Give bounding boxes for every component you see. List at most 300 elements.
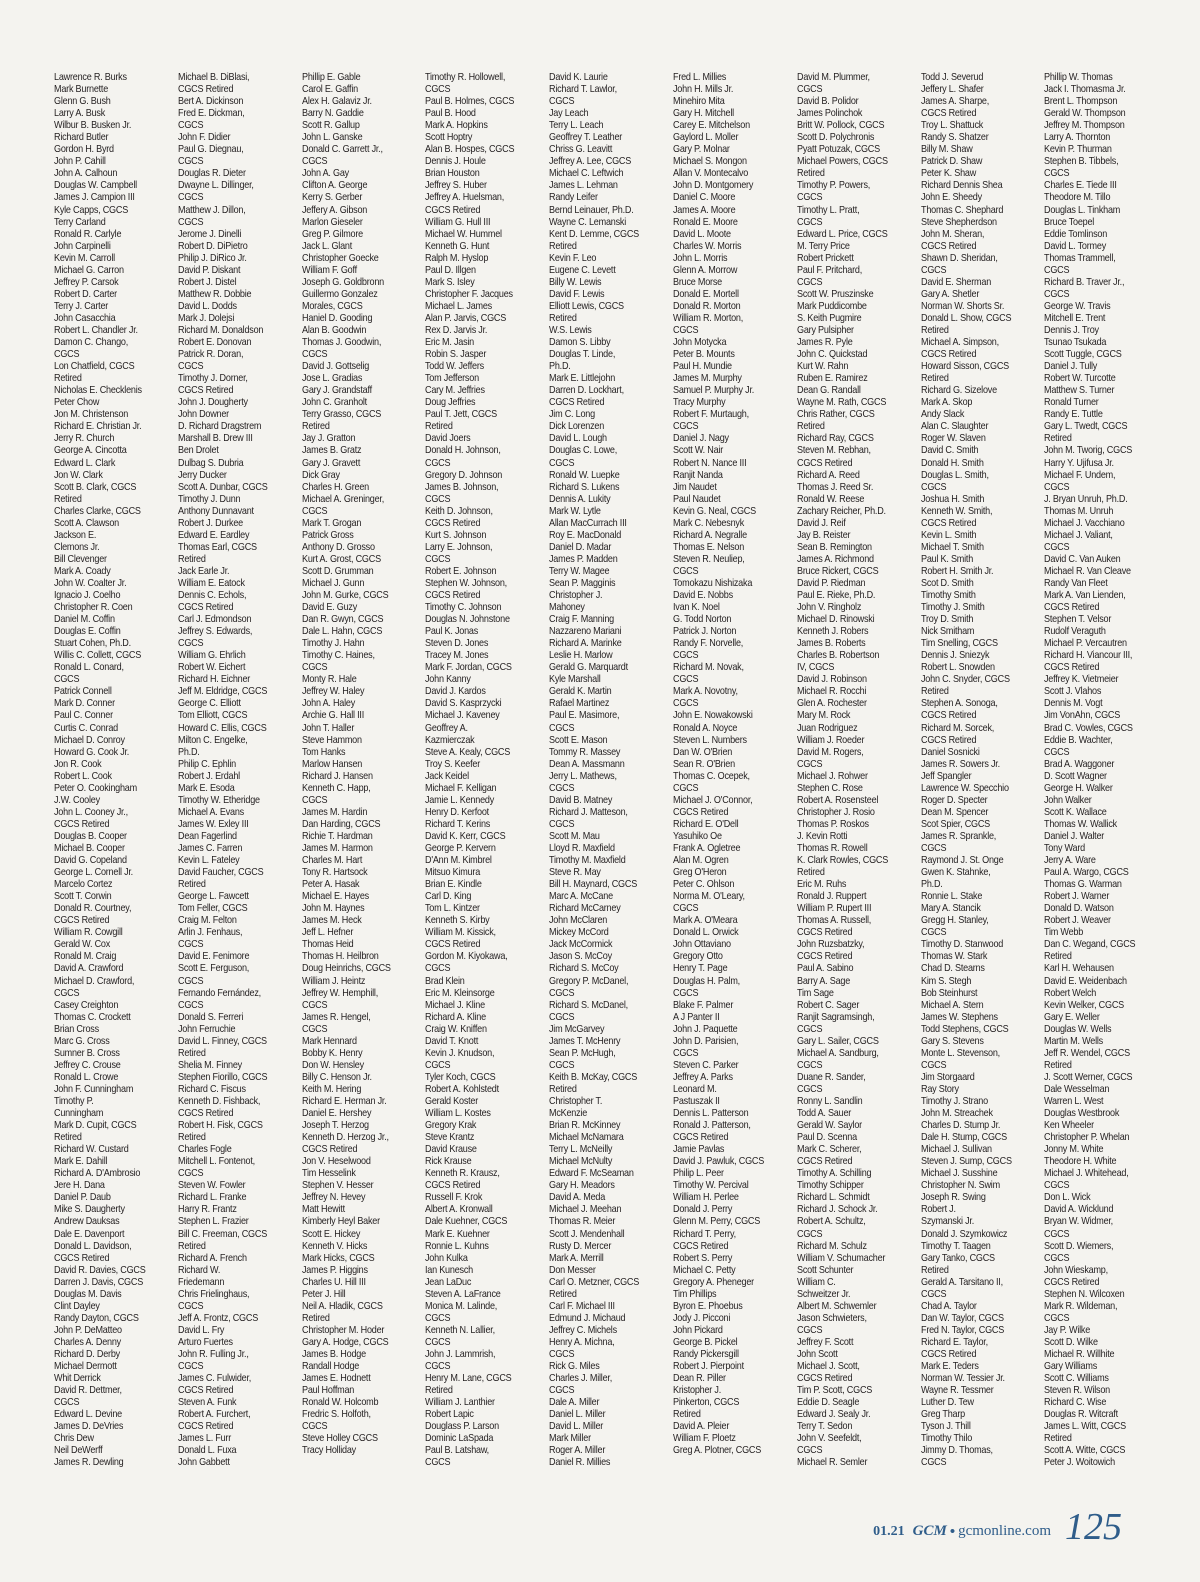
member-name-entry: CGCS Retired (920, 108, 976, 120)
member-name-entry: Wilbur B. Busken Jr. (54, 120, 132, 132)
member-name-entry: CGCS (796, 1324, 823, 1336)
member-name-entry: CGCS (1044, 541, 1070, 553)
member-name-entry: Thomas W. Stark (920, 951, 987, 963)
member-name-entry: Carl D. King (425, 891, 472, 903)
member-name-entry: CGCS (672, 674, 699, 686)
member-name-entry: Scott W. Nair (672, 445, 723, 457)
member-name-entry: CGCS (796, 758, 823, 770)
member-name-entry: Dennis M. Vogt (1044, 698, 1103, 710)
member-name-entry: David E. Weidenbach (1044, 975, 1128, 987)
member-name-entry: Michael R. Willhite (1044, 1348, 1115, 1360)
member-name-entry: James W. Stephens (920, 1011, 998, 1023)
member-name-entry: Timothy J. Dorner, (177, 373, 248, 385)
member-name-entry: Marc A. McCane (549, 891, 614, 903)
member-name-entry: Mark Hennard (301, 1035, 357, 1047)
member-name-entry: James M. Hardin (301, 806, 367, 818)
member-name-entry: Carol E. Gaffin (301, 84, 358, 96)
member-name-entry: Dale E. Davenport (54, 1228, 125, 1240)
member-name-entry: CGCS (796, 1445, 823, 1457)
member-name-entry: Retired (920, 686, 949, 698)
member-name-entry: Jack I. Thomasma Jr. (1044, 84, 1126, 96)
member-name-entry: S. Keith Pugmire (796, 312, 862, 324)
member-name-entry: Scott K. Wallace (1044, 806, 1107, 818)
member-name-entry: Retired (920, 373, 949, 385)
member-name-entry: Retired (54, 493, 82, 505)
member-name-entry: CGCS (425, 1059, 451, 1071)
member-name-entry: Martin M. Wells (1044, 1035, 1104, 1047)
member-name-entry: CGCS (672, 987, 699, 999)
member-name-entry: Robert F. Murtaugh, (672, 409, 749, 421)
member-name-entry: CGCS Retired (920, 710, 976, 722)
member-name-entry: Michael A. Greninger, (301, 493, 384, 505)
member-name-entry: John L. Cooney Jr., (54, 806, 128, 818)
member-name-entry: CGCS (549, 1059, 575, 1071)
member-name-entry: Damon C. Chango, (54, 337, 129, 349)
member-name-entry: Charles M. Hart (301, 855, 362, 867)
member-name-entry: Jeffrey K. Vietmeier (1044, 674, 1119, 686)
member-name-entry: Scott J. Vlahos (1044, 686, 1102, 698)
member-name-entry: Tyson J. Thill (920, 1421, 971, 1433)
member-name-entry: Edward L. Price, CGCS (796, 228, 888, 240)
member-name-entry: Kevin J. Knudson, (425, 1047, 495, 1059)
member-name-entry: James C. Fulwider, (177, 1373, 251, 1385)
magazine-name: GCM (912, 1523, 947, 1539)
member-name-entry: CGCS (1044, 1180, 1070, 1192)
member-name-entry: Christopher F. Jacques (425, 288, 514, 300)
member-name-entry: Douglas N. Johnstone (425, 614, 511, 626)
member-name-entry: Rick G. Miles (549, 1361, 600, 1373)
member-name-entry: Mark R. Wildeman, (1044, 1300, 1118, 1312)
member-name-entry: Dan C. Wegand, CGCS (1044, 939, 1136, 951)
member-name-entry: Ronald W. Holcomb (301, 1397, 378, 1409)
member-name-entry: Henry T. Page (672, 963, 728, 975)
member-name-entry: Richard S. McCoy (549, 963, 619, 975)
member-name-entry: Paul K. Jonas (425, 626, 479, 638)
member-name-entry: Terry T. Sedon (796, 1421, 852, 1433)
member-name-entry: CGCS (301, 349, 327, 361)
member-name-entry: Troy L. Shattuck (920, 120, 983, 132)
member-name-entry: CGCS Retired (54, 818, 110, 830)
member-name-entry: Arturo Fuertes (177, 1336, 233, 1348)
member-name-entry: J.W. Cooley (54, 794, 100, 806)
member-name-entry: Troy S. Keefer (425, 758, 481, 770)
member-name-entry: Randy Leifer (549, 192, 598, 204)
member-name-entry: James R. Sowers Jr. (920, 758, 1000, 770)
member-name-entry: Craig M. Felton (177, 915, 237, 927)
member-name-entry: Edmund J. Michaud (549, 1312, 626, 1324)
member-name-entry: Patrick Connell (54, 686, 112, 698)
member-name-entry: Thomas R. Meier (549, 1216, 616, 1228)
member-name-entry: J. Scott Werner, CGCS (1044, 1071, 1133, 1083)
member-name-entry: Tom L. Kintzer (425, 903, 481, 915)
member-name-entry: John T. Haller (301, 722, 354, 734)
member-name-entry: James A. Richmond (796, 553, 874, 565)
member-name-entry: Scott E. Ferguson, (177, 963, 249, 975)
member-name-entry: John A. Haley (301, 698, 355, 710)
member-name-entry: CGCS (425, 1457, 451, 1469)
member-name-entry: Steven M. Rebhan, (796, 445, 871, 457)
member-name-entry: Paul T. Jett, CGCS (425, 409, 498, 421)
member-name-entry: Donald R. Courtney, (54, 903, 132, 915)
member-name-entry: Ronny L. Sandlin (796, 1095, 863, 1107)
member-name-entry: William G. Hull III (425, 216, 491, 228)
member-name-entry: Stephen W. Johnson, (425, 577, 508, 589)
member-name-entry: Richard A. Reed (796, 469, 860, 481)
member-name-entry: CGCS Retired (177, 602, 234, 614)
member-name-entry: Alan M. Ogren (672, 855, 729, 867)
member-name-entry: Gerald K. Martin (549, 686, 612, 698)
member-name-entry: Jeff M. Eldridge, CGCS (177, 686, 267, 698)
member-name-entry: Bruce Morse (672, 276, 722, 288)
member-name-entry: Daniel C. Moore (672, 192, 736, 204)
member-name-entry: Douglas L. Smith, (920, 469, 989, 481)
member-name-entry: Richard W. Custard (54, 1144, 129, 1156)
member-name-entry: Peter A. Hasak (301, 879, 359, 891)
member-name-entry: Timothy T. Taagen (920, 1240, 991, 1252)
member-name-entry: Terry Carland (54, 216, 106, 228)
member-name-entry: Douglass P. Larson (425, 1421, 500, 1433)
member-name-entry: Robert D. Carter (54, 288, 117, 300)
member-name-entry: Charles Clarke, CGCS (54, 505, 141, 517)
member-name-entry: George H. Walker (1044, 782, 1114, 794)
member-name-entry: Alan B. Hospes, CGCS (425, 144, 515, 156)
member-name-entry: Tracy Holliday (301, 1445, 356, 1457)
member-name-entry: Jeffrey F. Scott (796, 1336, 854, 1348)
member-name-entry: David J. Robinson (796, 674, 867, 686)
member-name-entry: Donald J. Szymkowicz (920, 1228, 1007, 1240)
member-name-entry: Kyle Capps, CGCS (54, 204, 129, 216)
member-name-entry: Ronald J. Ruppert (796, 891, 867, 903)
member-name-entry: CGCS (425, 1336, 451, 1348)
member-name-entry: Mitchell L. Fontenot, (177, 1156, 255, 1168)
member-name-entry: M. Terry Price (796, 240, 850, 252)
member-name-entry: CGCS (177, 1168, 204, 1180)
member-name-entry: John D. Parisien, (672, 1035, 739, 1047)
member-name-entry: Shelia M. Finney (177, 1059, 242, 1071)
member-name-entry: John J. Paquette (672, 1023, 738, 1035)
member-name-entry: Charles D. Stump Jr. (920, 1120, 1000, 1132)
member-name-entry: Schweitzer Jr. (796, 1288, 851, 1300)
member-name-entry: Tom Jefferson (425, 373, 480, 385)
member-name-entry: Greg Tharp (920, 1409, 965, 1421)
member-name-entry: Bill Clevenger (54, 553, 107, 565)
member-name-entry: Harry R. Frantz (177, 1204, 237, 1216)
member-name-entry: Brian Houston (425, 168, 480, 180)
member-name-entry: Kim S. Stegh (920, 975, 971, 987)
member-name-entry: Paul E. Rieke, Ph.D. (796, 590, 875, 602)
member-name-entry: Douglas W. Campbell (54, 180, 137, 192)
member-name-entry: Timothy W. Etheridge (177, 794, 260, 806)
member-name-entry: George L. Fawcett (177, 891, 249, 903)
member-name-entry: CGCS (672, 782, 699, 794)
member-name-entry: David J. Reif (796, 517, 846, 529)
member-name-entry: Scot Spier, CGCS (920, 818, 990, 830)
member-name-entry: Bill C. Freeman, CGCS (177, 1228, 267, 1240)
member-name-entry: Peter Chow (54, 397, 100, 409)
member-name-entry: Carl F. Michael III (549, 1300, 616, 1312)
member-name-entry: J. Kevin Rotti (796, 830, 848, 842)
member-name-entry: Scott E. Hickey (301, 1228, 360, 1240)
member-name-entry: Jerry L. Mathews, (549, 770, 617, 782)
member-name-entry: Casey Creighton (54, 999, 119, 1011)
member-name-entry: James L. Witt, CGCS (1044, 1421, 1127, 1433)
member-name-entry: Thomas Trammell, (1044, 252, 1116, 264)
member-name-entry: Geoffrey T. Leather (549, 132, 623, 144)
member-name-entry: CGCS (920, 1288, 946, 1300)
member-name-entry: Keith B. McKay, CGCS (549, 1071, 638, 1083)
member-name-entry: Scott D. Grumman (301, 565, 374, 577)
member-name-entry: Timothy M. Maxfield (549, 855, 626, 867)
member-name-entry: Don W. Hensley (301, 1059, 364, 1071)
member-name-entry: Ronald E. Moore (672, 216, 738, 228)
member-name-entry: Jerry A. Ware (1044, 855, 1097, 867)
member-name-entry: Edward E. Eardley (177, 529, 250, 541)
member-name-entry: James E. Hodnett (301, 1373, 371, 1385)
member-name-entry: Dennis J. Troy (1044, 324, 1100, 336)
member-name-entry: Albert M. Schwemler (796, 1300, 877, 1312)
member-name-entry: Michael J. Kaveney (425, 710, 501, 722)
member-name-entry: James W. Exley III (177, 818, 249, 830)
member-name-entry: Robert D. DiPietro (177, 240, 248, 252)
member-name-entry: John R. Fulling Jr., (177, 1348, 249, 1360)
member-name-entry: CGCS (177, 975, 204, 987)
member-name-entry: Mark J. Dolejsi (177, 312, 234, 324)
member-name-entry: John J. Lammrish, (425, 1348, 496, 1360)
member-name-entry: Daniel D. Madar (549, 541, 612, 553)
member-name-entry: Mahoney (549, 602, 585, 614)
member-name-entry: Jay P. Wilke (1044, 1324, 1091, 1336)
member-name-entry: William F. Goff (301, 264, 357, 276)
member-name-entry: Ph.D. (920, 879, 943, 891)
member-name-entry: Dan W. Taylor, CGCS (920, 1312, 1004, 1324)
member-name-entry: Fernando Fernández, (177, 987, 261, 999)
member-name-entry: Marlon Gieseler (301, 216, 363, 228)
member-name-entry: Geoffrey A. (425, 722, 469, 734)
member-name-entry: Curtis C. Conrad (54, 722, 118, 734)
member-name-entry: Carl O. Metzner, CGCS (549, 1276, 640, 1288)
member-name-entry: Timothy L. Pratt, (796, 204, 860, 216)
member-name-entry: Todd A. Sauer (796, 1108, 851, 1120)
member-name-entry: Nicholas E. Checklenis (54, 385, 142, 397)
name-column-5 (549, 72, 658, 1482)
member-name-entry: Richard J. Matteson, (549, 806, 628, 818)
member-name-entry: Christopher J. (549, 590, 603, 602)
member-name-entry: Tim Phillips (672, 1288, 717, 1300)
member-name-entry: Jon R. Cook (54, 758, 102, 770)
member-name-entry: Phillip W. Thomas (1044, 72, 1113, 83)
member-name-entry: Christopher J. Rosio (796, 806, 875, 818)
member-name-entry: Daniel J. Nagy (672, 433, 729, 445)
member-name-entry: Marcelo Cortez (54, 879, 113, 891)
member-name-entry: Michael A. Evans (177, 806, 244, 818)
member-name-entry: Jim McGarvey (549, 1023, 605, 1035)
member-name-entry: Dean R. Piller (672, 1373, 726, 1385)
member-name-entry: Scott D. Wiemers, (1044, 1240, 1114, 1252)
member-name-entry: Retired (1044, 433, 1073, 445)
member-name-entry: William L. Kostes (425, 1108, 492, 1120)
member-name-entry: Robert J. (920, 1204, 956, 1216)
member-name-entry: Kenneth G. Hunt (425, 240, 490, 252)
member-name-entry: John C. Granholt (301, 397, 367, 409)
member-name-entry: Larry A. Busk (54, 108, 106, 120)
member-name-entry: Duane R. Sander, (796, 1071, 866, 1083)
member-name-entry: CGCS (796, 1059, 823, 1071)
member-name-entry: Brad A. Waggoner (1044, 758, 1115, 770)
member-name-entry: Robert Prickett (796, 252, 854, 264)
member-name-entry: CGCS (672, 565, 699, 577)
member-name-entry: Paul E. Masimore, (549, 710, 620, 722)
member-name-entry: Henry M. Lane, CGCS (425, 1373, 512, 1385)
member-name-entry: Dan Harding, CGCS (301, 818, 380, 830)
member-name-entry: Tim Snelling, CGCS (920, 638, 998, 650)
member-name-entry: David K. Kerr, CGCS (425, 830, 506, 842)
member-name-entry: Gerald A. Tarsitano II, (920, 1276, 1003, 1288)
member-name-entry: David B. Matney (549, 794, 613, 806)
member-name-entry: John V. Seefeldt, (796, 1433, 862, 1445)
member-name-entry: Joseph T. Herzog (301, 1120, 369, 1132)
member-name-entry: Richard H. Eichner (177, 674, 250, 686)
member-name-entry: Edward L. Devine (54, 1409, 123, 1421)
member-name-entry: Alan B. Goodwin (301, 324, 366, 336)
member-name-entry: Jamie L. Kennedy (425, 794, 495, 806)
member-name-entry: David A. Crawford (54, 963, 124, 975)
member-name-entry: Jeff A. Frontz, CGCS (177, 1312, 258, 1324)
member-name-entry: Carey E. Mitchelson (672, 120, 750, 132)
member-name-entry: Andy Slack (920, 409, 964, 421)
member-name-entry: Jim Storgaard (920, 1071, 975, 1083)
member-name-entry: Mike S. Daugherty (54, 1204, 125, 1216)
member-name-entry: Chris Rather, CGCS (796, 409, 875, 421)
member-name-entry: Jeffrey S. Huber (425, 180, 488, 192)
member-name-entry: Gary S. Stevens (920, 1035, 984, 1047)
member-name-entry: Steven W. Fowler (177, 1180, 246, 1192)
member-name-entry: Kevin P. Thurman (1044, 144, 1113, 156)
member-name-entry: Michael J. Gunn (301, 577, 364, 589)
member-name-entry: Allan MacCurrach III (549, 517, 627, 529)
member-name-entry: Steven L. Numbers (672, 734, 747, 746)
member-name-entry: CGCS Retired (1044, 602, 1100, 614)
member-name-entry: Dennis J. Houle (425, 156, 487, 168)
member-name-entry: Daniel J. Walter (1044, 830, 1105, 842)
member-name-entry: CGCS (1044, 746, 1070, 758)
member-name-entry: John C. Snyder, CGCS (920, 674, 1010, 686)
member-name-entry: W.S. Lewis (549, 324, 592, 336)
member-name-entry: Timothy C. Haines, (301, 650, 375, 662)
member-name-entry: Dan W. O'Brien (672, 746, 733, 758)
member-name-entry: Thomas R. Rowell (796, 843, 868, 854)
member-name-entry: Gary J. Gravett (301, 457, 360, 469)
member-name-entry: William G. Ehrlich (177, 650, 246, 662)
member-name-entry: David L. Dodds (177, 300, 237, 312)
member-name-entry: Ranjit Sagramsingh, (796, 1011, 875, 1023)
member-name-entry: Retired (1044, 951, 1073, 963)
member-name-entry: Sean B. Remington (796, 541, 872, 553)
member-name-entry: Thomas C. Shephard (920, 204, 1003, 216)
member-name-entry: Richard McCarney (549, 903, 621, 915)
member-name-entry: Clemons Jr. (54, 541, 100, 553)
member-name-entry: Tom Hanks (301, 746, 345, 758)
member-name-entry: David A. Pleier (672, 1421, 730, 1433)
member-name-entry: William R. Cowgill (54, 927, 123, 939)
member-name-entry: Mark T. Grogan (301, 517, 361, 529)
member-name-entry: Neil DeWerff (54, 1445, 103, 1457)
member-name-entry: Thomas M. Unruh (1044, 505, 1114, 517)
member-name-entry: Philip C. Ephlin (177, 758, 236, 770)
member-name-entry: CGCS Retired (796, 927, 853, 939)
member-name-entry: Jonny M. White (1044, 1144, 1104, 1156)
member-name-entry: CGCS (1044, 264, 1070, 276)
member-name-entry: Paul A. Sabino (796, 963, 854, 975)
member-name-entry: Bob Steinhurst (920, 987, 977, 999)
member-name-entry: CGCS (1044, 288, 1070, 300)
member-name-entry: CGCS Retired (425, 204, 481, 216)
member-name-entry: James R. Sprankle, (920, 830, 996, 842)
member-name-entry: David Faucher, CGCS (177, 867, 264, 879)
member-name-entry: Thomas A. Russell, (796, 915, 871, 927)
member-name-entry: Kenneth C. Happ, (301, 782, 371, 794)
member-name-entry: Michael F. Kelligan (425, 782, 497, 794)
member-name-entry: Richard L. Franke (177, 1192, 247, 1204)
member-name-entry: Carl J. Edmondson (177, 614, 252, 626)
member-name-entry: James J. Campion III (54, 192, 135, 204)
member-name-entry: Roger W. Slaven (920, 433, 986, 445)
member-name-entry: John Pickard (672, 1324, 723, 1336)
member-name-entry: Gregory A. Pheneger (672, 1276, 754, 1288)
member-name-entry: Matthew J. Dillon, (177, 204, 246, 216)
member-name-entry: Tom Feller, CGCS (177, 903, 248, 915)
member-name-entry: Mark Hicks, CGCS (301, 1252, 375, 1264)
member-name-entry: Gary A. Hodge, CGCS (301, 1336, 389, 1348)
member-name-entry: Thomas G. Warman (1044, 879, 1123, 891)
member-name-entry: Gordon H. Byrd (54, 144, 114, 156)
member-name-entry: Brent L. Thompson (1044, 96, 1118, 108)
member-name-entry: Eric M. Kleinsorge (425, 987, 495, 999)
member-name-entry: Robert A. Kohlstedt (425, 1083, 500, 1095)
member-name-entry: CGCS (549, 722, 575, 734)
member-name-entry: Tracey M. Jones (425, 650, 489, 662)
member-name-entry: Glenn G. Bush (54, 96, 111, 108)
member-name-entry: Robert S. Perry (672, 1252, 733, 1264)
member-name-entry: Fred N. Taylor, CGCS (920, 1324, 1004, 1336)
member-name-entry: Gregory D. Johnson (425, 469, 503, 481)
member-name-entry: CGCS (796, 1228, 823, 1240)
member-name-entry: John P. DeMatteo (54, 1324, 122, 1336)
member-name-entry: Michael R. Semler (796, 1457, 868, 1469)
member-name-entry: Kristopher J. (672, 1385, 721, 1397)
member-name-entry: Retired (177, 1240, 206, 1252)
member-name-entry: Douglas T. Linde, (549, 349, 616, 361)
member-name-entry: Retired (920, 324, 949, 336)
member-name-entry: Stephen V. Hesser (301, 1180, 374, 1192)
member-name-entry: James L. Lehman (549, 180, 618, 192)
name-column-9 (1044, 72, 1153, 1482)
member-name-entry: CGCS (425, 553, 451, 565)
member-name-entry: Anthony D. Grosso (301, 541, 375, 553)
member-name-entry: Mark Puddicombe (796, 300, 867, 312)
member-name-entry: Craig W. Kniffen (425, 1023, 488, 1035)
member-name-entry: Daniel R. Millies (549, 1457, 611, 1469)
website-link[interactable]: gcmonline.com (958, 1523, 1051, 1539)
member-name-entry: IV, CGCS (796, 662, 834, 674)
member-name-entry: Gary Tanko, CGCS (920, 1252, 995, 1264)
member-name-entry: CGCS Retired (920, 349, 976, 361)
member-name-entry: Gary P. Molnar (672, 144, 730, 156)
member-name-entry: CGCS (672, 650, 699, 662)
member-name-entry: Alan P. Jarvis, CGCS (425, 312, 507, 324)
member-name-entry: Pinkerton, CGCS (672, 1397, 740, 1409)
member-name-entry: Billy C. Henson Jr. (301, 1071, 372, 1083)
member-name-entry: Steven R. Wilson (1044, 1385, 1111, 1397)
